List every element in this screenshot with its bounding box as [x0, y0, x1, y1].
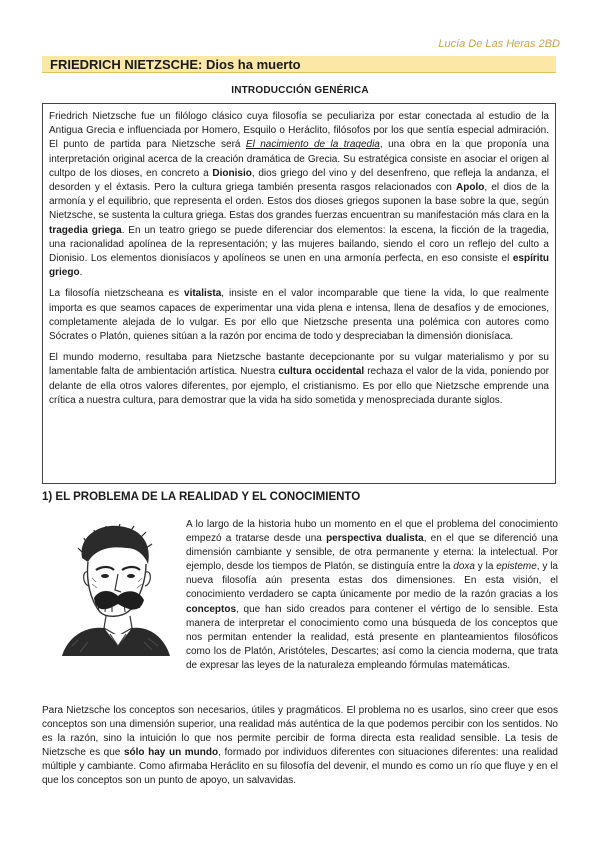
- page-title: FRIEDRICH NIETZSCHE: Dios ha muerto: [42, 56, 556, 73]
- intro-paragraph-1: Friedrich Nietzsche fue un filólogo clásico cuya filosofía se peculiariza por estar conectada al estudio de la Antigua Grecia e influenciada por Homero, Esquilo o Heráclito, filósofos por los que sentía especial admiración. El punto de partida para Nietzsche será El nacimiento de la tragedia, una obra en la que proponía una interpretación original acerca de la creación dramática de Grecia. Su estratégica consiste en asociar el origen al cultpo de los dioses, en concreto a Dionisio, dios griego del vino y del desenfreno, que refleja la andanza, el desorden y el éxtasis. Pero la cultura griega también presenta rasgos relacionados con Apolo, el dios de la armonía y el equilibrio, que representa el orden. Estos dos dioses griegos suponen la base sobre la que, según Nietzsche, se sustenta la cultura griega. Estas dos grandes fuerzas encuentran su manifestación más clara en la tragedia griega. En un teatro griego se puede diferenciar dos elementos: la escena, la ficción de la tragedia, una racionalidad apolínea de la representación; y las mujeres bailando, siendo el coro un reflejo del culto a Dionisio. Los elementos dionisíacos y apolíneos se unen en una armonía perfecta, en eso consiste el espíritu griego.: [49, 111, 550, 279]
- intro-box: [42, 103, 556, 484]
- intro-paragraph-2: La filosofía nietzscheana es vitalista, insiste en el valor incomparable que tiene la vida, lo que realmente importa es que seamos capaces de experimentar una vida plena e intensa, llena de desafíos y de emociones, completamente alejada de lo vulgar. Es por ello que Nietzsche presenta una polémica con autores como Sócrates o Platón, quienes sitúan a la razón por encima de todo y despreciaban la dimensión dionisíaca.: [49, 288, 549, 343]
- author-name: Lucía De Las Heras 2BD: [438, 38, 560, 50]
- intro-paragraph-3: El mundo moderno, resultaba para Nietzsche bastante decepcionante por su vulgar materialismo y por su lamentable falta de ambientación artística. Nuestra cultura occidental rechaza el valor de la vida, poniendo por delante de ella otros valores diferentes, por ejemplo, el cristianismo. Es por ello que Nietzsche emprende una crítica a nuestra cultura, para demostrar que la vida ha sido sometida y menospreciada durante siglos.: [49, 352, 550, 406]
- section-heading: 1) EL PROBLEMA DE LA REALIDAD Y EL CONOCIMIENTO: [42, 491, 361, 503]
- book-title-link: El nacimiento de la tragedia: [245, 139, 380, 151]
- section-text-bottom: Para Nietzsche los conceptos son necesarios, útiles y pragmáticos. El problema no es usarlos, sino creer que esos conceptos son una dimensión superior, una realidad más auténtica de la que podemos percibir con los sentidos. No es la razón, sino la intuición lo que nos permite percibir de forma directa esta realidad sensible. La tesis de Nietzsche es que sólo hay un mundo, formado por individuos diferentes con situaciones diferentes: una realidad múltiple y cambiante. Como afirmaba Heráclito en su filosofía del devenir, el mundo es como un río que fluye y en el que los conceptos son un punto de apoyo, un salvavidas.: [42, 705, 558, 787]
- section-text-side: A lo largo de la historia hubo un momento en el que el problema del conocimiento empezó a tratarse desde una perspectiva dualista, en el que se diferenció una dimensión cambiante y sensible, de otra permanente y eterna: la intelectual. Por ejemplo, desde los tiempos de Platón, se distinguía entre la doxa y la episteme, y la nueva filosofía aún presenta estas dos dimensiones. En esta visión, el conocimiento verdadero se capta únicamente por medio de la razón gracias a los conceptos, que han sido creados para contener el vértigo de lo sensible. Esta manera de interpretar el conocimiento como una búsqueda de los conceptos que nos permitan entender la realidad, está presente en planteamientos filosóficos como los de Platón, Aristóteles, Descartes; así como la ciencia moderna, que trata de expresar las leyes de la naturaleza empleando fórmulas matemáticas.: [186, 519, 558, 671]
- nietzsche-portrait: [48, 518, 176, 656]
- intro-heading: INTRODUCCIÓN GENÉRICA: [231, 85, 369, 96]
